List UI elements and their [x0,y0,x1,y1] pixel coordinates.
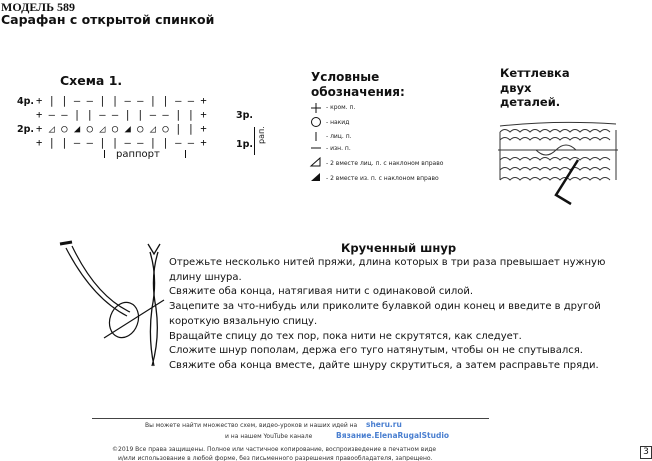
row-label-4: 4р. [17,96,35,107]
model-number: МОДЕЛЬ 589 [1,0,76,14]
footer-divider [92,418,489,419]
footer-copyright-1: ©2019 Все права защищены. Полное или частичное копирование, воспроизведение в печатном виде [112,446,437,453]
legend-title: Условные обозначения: [311,70,405,99]
legend-item-p2tog: - 2 вместе из. п. с наклоном вправо [326,175,439,182]
legend-item-k2tog: - 2 вместе лиц. п. с наклоном вправо [326,160,444,167]
chart-row-3: + — — | | — — | | — — | | + [36,109,207,121]
footer-text-2: и на нашем YouTube канале [225,433,313,440]
legend-item-purl: - изн. п. [326,145,351,152]
legend-item-yarnover: - накид [326,119,350,126]
row-label-2: 2р. [17,124,35,135]
rapport-vertical-bracket [254,127,255,155]
cord-instructions [169,256,639,374]
chart-row-2: + ◿ ○ ◢ ○ ◿ ○ ◢ ○ ◿ ○ | | + [36,123,207,135]
cord-step-1: Отрежьте несколько нитей пряжи, длина которых в три раза превышает нужную длину шнура. [169,257,606,283]
legend-item-edge: - кром. п. [326,104,356,111]
row-label-1: 1р. [236,139,254,150]
cord-step-4: Вращайте спицу до тех пор, пока нити не скрутятся, как следует. [169,330,522,342]
chart-row-1: + | | — — | | — — | | — — + [36,137,207,149]
rapport-vertical-label: рап. [257,126,266,144]
cord-step-2: Свяжите оба конца, натягивая нити с одинаковой силой. [169,286,474,298]
kettlevka-illustration [496,120,626,208]
kettlevka-title: Кеттлевка двух деталей. [500,66,570,109]
cord-step-3: Зацепите за что-нибудь или приколите булавкой один конец и введите в другой короткую вязальную спицу. [169,301,601,327]
row-label-3: 3р. [236,110,254,121]
legend-icons [309,101,323,181]
legend-item-knit: - лиц. п. [326,133,352,140]
footer-text-1: Вы можете найти множество схем, видео-уроков и наших идей на [145,422,358,429]
plus-icon [311,103,321,113]
cord-step-6: Свяжите оба конца вместе, дайте шнуру скрутиться, а затем расправьте пряди. [169,359,599,371]
chart-row-4: + | | — — | | — — | | — — + [36,95,207,107]
scheme-title: Схема 1. [60,73,123,88]
cord-section-title: Крученный шнур [341,241,457,255]
footer-site-link[interactable]: sheru.ru [366,420,402,429]
footer-youtube-link[interactable]: Вязание.ElenaRugalStudio [336,431,450,440]
page-number: 3 [640,446,652,459]
cord-step-5: Сложите шнур пополам, держа его туго натянутым, чтобы он не спутывался. [169,345,583,357]
footer-copyright-2: и/или использование в любой форме, без письменного разрешения правообладателя, запрещено. [118,455,433,461]
pattern-title: Сарафан с открытой спинкой [1,12,215,27]
circle-icon [312,118,321,127]
triangle-filled-icon [311,173,320,181]
rapport-label: раппорт [116,149,160,160]
triangle-outline-icon [311,158,320,166]
twisted-cord-illustration [42,238,170,370]
